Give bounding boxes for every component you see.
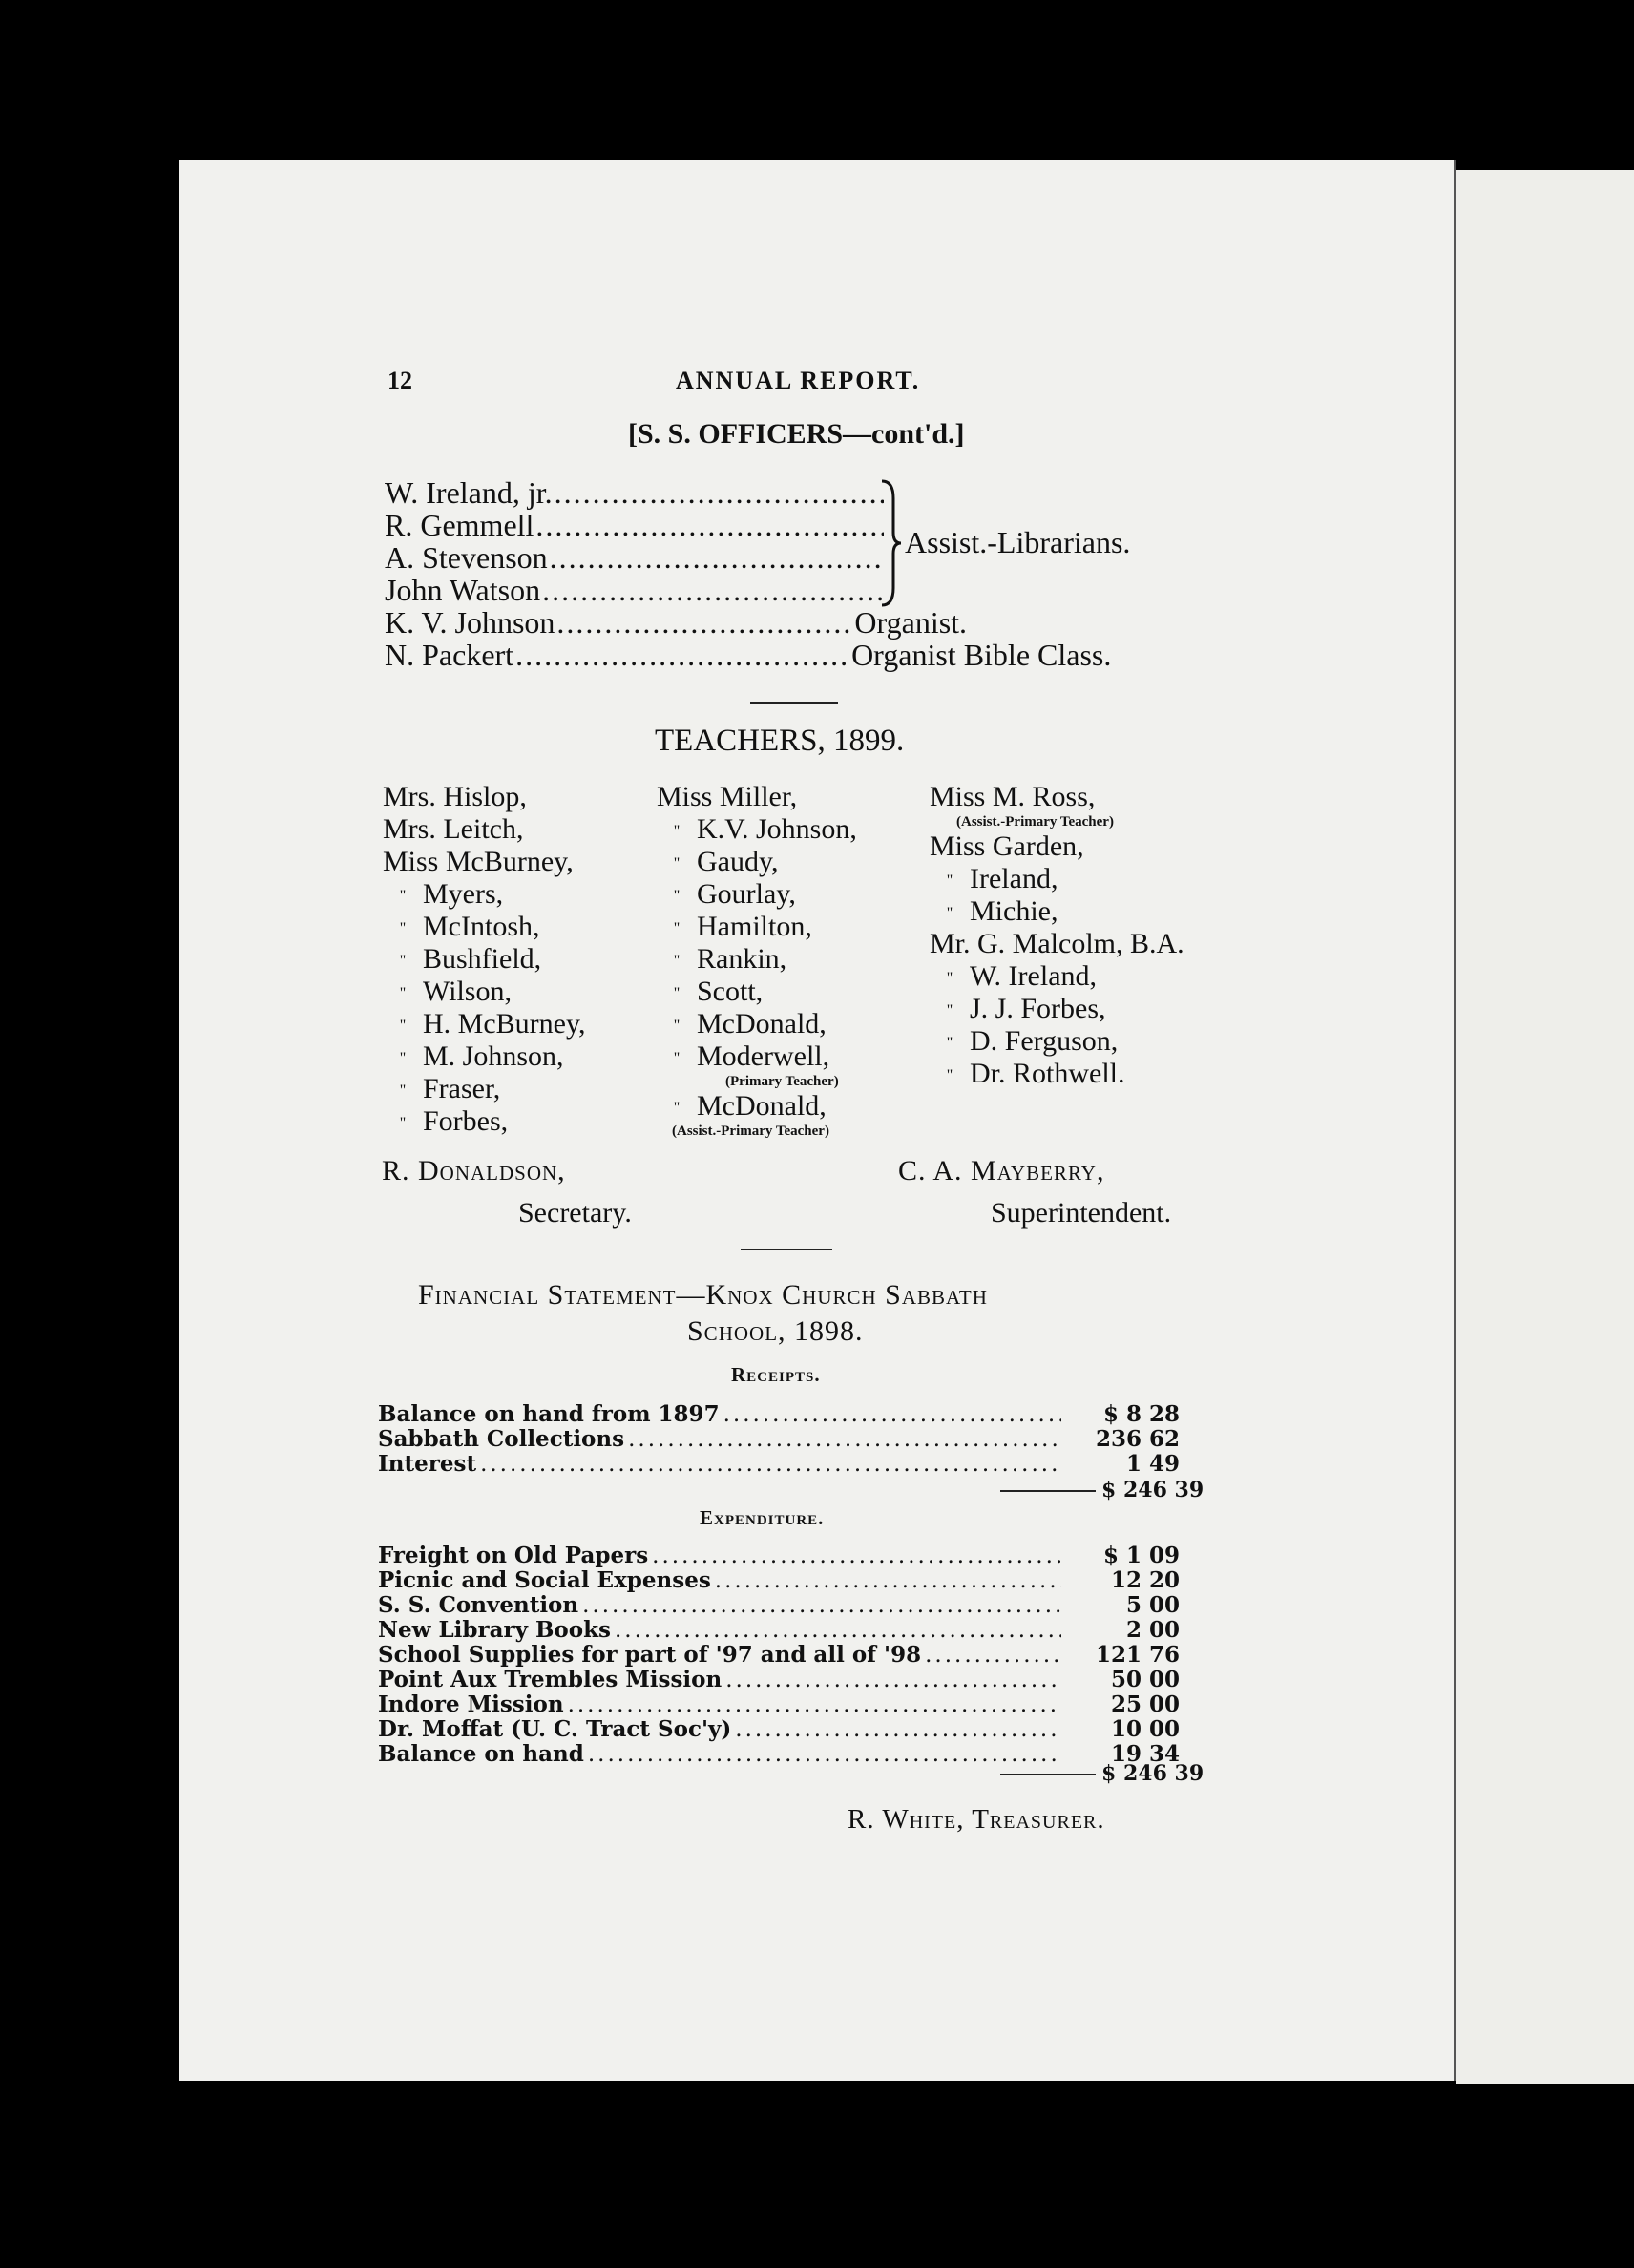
officer-name: K. V. Johnson <box>385 605 555 640</box>
teacher-name: Mrs. Hislop, <box>383 781 527 812</box>
teacher-name: Myers, <box>423 878 504 910</box>
expenditure-label: Indore Mission <box>378 1691 564 1717</box>
expenditure-label: Dr. Moffat (U. C. Tract Soc'y) <box>378 1716 732 1742</box>
officer-row <box>385 638 1186 672</box>
teacher-name: Fraser, <box>423 1073 501 1104</box>
teacher-name: Hamilton, <box>697 911 812 942</box>
teachers-column-2 <box>657 781 857 1140</box>
teacher-name: Miss McBurney, <box>383 846 574 877</box>
receipt-amount: 1 49 <box>1125 1451 1180 1477</box>
expenditure-row <box>378 1617 1180 1642</box>
expenditure-amount: 25 00 <box>1110 1691 1180 1717</box>
officer-role: Organist. <box>854 605 968 640</box>
officer-name: R. Gemmell <box>385 508 534 542</box>
receipt-label: Balance on hand from 1897 <box>378 1401 720 1427</box>
officer-row <box>385 508 886 542</box>
ditto-mark: " <box>399 953 407 970</box>
ditto-mark: " <box>673 1050 681 1067</box>
teacher-name: Dr. Rothwell. <box>970 1058 1125 1089</box>
expenditure-amount: 19 34 <box>1110 1741 1180 1767</box>
librarians-role: Assist.-Librarians. <box>905 525 1131 559</box>
teacher-name: Mrs. Leitch, <box>383 813 524 845</box>
teacher-note: (Assist.-Primary Teacher) <box>956 814 1114 830</box>
receipt-row <box>378 1451 1180 1476</box>
officer-role: Organist Bible Class. <box>851 638 1112 672</box>
teacher-name: McIntosh, <box>423 911 540 942</box>
officer-row <box>385 540 886 575</box>
brace-icon <box>878 479 903 607</box>
teacher-name: Rankin, <box>697 943 787 975</box>
receipt-amount: 236 62 <box>1095 1426 1180 1452</box>
expenditure-row <box>378 1543 1180 1567</box>
officer-row <box>385 573 886 607</box>
divider <box>750 702 838 704</box>
teacher-name: Gourlay, <box>697 878 796 910</box>
teacher-name: Bushfield, <box>423 943 542 975</box>
running-head: ANNUAL REPORT. <box>676 367 921 394</box>
teacher-name: McDonald, <box>697 1090 827 1122</box>
expenditure-label: Picnic and Social Expenses <box>378 1567 711 1593</box>
ditto-mark: " <box>673 1100 681 1117</box>
ditto-mark: " <box>673 855 681 872</box>
financial-title: Financial Statement—Knox Church Sabbath <box>418 1279 988 1311</box>
superintendent-title: Superintendent. <box>991 1197 1172 1228</box>
continuation-heading: [S. S. OFFICERS—cont'd.] <box>628 418 965 450</box>
expenditure-amount: 121 76 <box>1095 1642 1180 1668</box>
teacher-name: K.V. Johnson, <box>697 813 857 845</box>
teacher-name: Miss M. Ross, <box>930 781 1096 812</box>
ditto-mark: " <box>399 920 407 937</box>
officer-name: N. Packert <box>385 638 514 672</box>
expenditure-amount: 2 00 <box>1125 1617 1180 1643</box>
teacher-name: Michie, <box>970 895 1058 927</box>
superintendent-name: C. A. Mayberry, <box>898 1155 1105 1186</box>
teacher-name: W. Ireland, <box>970 960 1098 992</box>
teacher-name: D. Ferguson, <box>970 1025 1119 1057</box>
page-number: 12 <box>388 367 412 394</box>
ditto-mark: " <box>946 905 953 922</box>
teacher-name: Scott, <box>697 976 764 1007</box>
teachers-column-1 <box>383 781 586 1138</box>
teacher-name: Miss Garden, <box>930 830 1084 862</box>
officer-name: John Watson <box>385 573 541 607</box>
receipts-total: $ 246 39 <box>1101 1478 1205 1502</box>
ditto-mark: " <box>399 888 407 905</box>
secretary-title: Secretary. <box>518 1197 632 1228</box>
teacher-name: Moderwell, <box>697 1040 830 1072</box>
teacher-name: J. J. Forbes, <box>970 993 1106 1024</box>
ditto-mark: " <box>673 888 681 905</box>
receipt-amount: $ 8 28 <box>1102 1401 1180 1427</box>
report-page <box>179 160 1456 2081</box>
receipt-label: Interest <box>378 1451 477 1477</box>
financial-title-line2: School, 1898. <box>687 1315 864 1347</box>
receipt-row <box>378 1426 1180 1451</box>
expenditure-row <box>378 1642 1180 1667</box>
expenditure-row <box>378 1741 1180 1766</box>
teacher-name: Forbes, <box>423 1105 509 1137</box>
teacher-name: Miss Miller, <box>657 781 798 812</box>
teacher-name: Wilson, <box>423 976 512 1007</box>
officer-name: W. Ireland, jr. <box>385 475 553 510</box>
expenditure-total: $ 246 39 <box>1101 1761 1205 1786</box>
ditto-mark: " <box>673 823 681 840</box>
ditto-mark: " <box>399 1018 407 1035</box>
expenditure-row <box>378 1691 1180 1716</box>
expenditure-label: Balance on hand <box>378 1741 584 1767</box>
ditto-mark: " <box>673 1018 681 1035</box>
expenditure-amount: 12 20 <box>1110 1567 1180 1593</box>
expenditure-label: New Library Books <box>378 1617 611 1643</box>
receipt-row <box>378 1401 1180 1426</box>
teacher-name: Mr. G. Malcolm, B.A. <box>930 928 1184 959</box>
ditto-mark: " <box>399 1115 407 1132</box>
expenditure-label: School Supplies for part of '97 and all of '98 <box>378 1642 922 1668</box>
officer-row <box>385 475 886 510</box>
ditto-mark: " <box>673 985 681 1002</box>
ditto-mark: " <box>946 872 953 890</box>
total-rule <box>1000 1490 1096 1492</box>
teacher-name: Gaudy, <box>697 846 779 877</box>
expenditure-label: Point Aux Trembles Mission <box>378 1667 723 1692</box>
officer-name: A. Stevenson <box>385 540 548 575</box>
ditto-mark: " <box>946 1002 953 1019</box>
facing-page-edge <box>1456 170 1634 2084</box>
teachers-title: TEACHERS, 1899. <box>655 724 905 758</box>
ditto-mark: " <box>673 953 681 970</box>
teacher-name: McDonald, <box>697 1008 827 1040</box>
teacher-note: (Primary Teacher) <box>725 1074 839 1089</box>
expenditure-amount: $ 1 09 <box>1102 1543 1180 1568</box>
expenditure-row <box>378 1567 1180 1592</box>
ditto-mark: " <box>673 920 681 937</box>
ditto-mark: " <box>946 970 953 987</box>
expenditure-row <box>378 1667 1180 1691</box>
officer-row <box>385 605 1110 640</box>
expenditure-row <box>378 1592 1180 1617</box>
receipts-heading: Receipts. <box>731 1363 821 1386</box>
ditto-mark: " <box>399 985 407 1002</box>
teacher-name: M. Johnson, <box>423 1040 564 1072</box>
expenditure-label: S. S. Convention <box>378 1592 579 1618</box>
expenditure-amount: 5 00 <box>1125 1592 1180 1618</box>
divider <box>741 1249 832 1250</box>
expenditure-heading: Expenditure. <box>700 1506 825 1529</box>
ditto-mark: " <box>946 1035 953 1052</box>
secretary-name: R. Donaldson, <box>382 1155 566 1186</box>
total-rule <box>1000 1774 1096 1775</box>
teacher-name: Ireland, <box>970 863 1058 894</box>
expenditure-amount: 50 00 <box>1110 1667 1180 1692</box>
expenditure-row <box>378 1716 1180 1741</box>
teachers-column-3 <box>930 781 1184 1090</box>
treasurer-signature: R. White, Treasurer. <box>848 1804 1105 1835</box>
ditto-mark: " <box>399 1082 407 1100</box>
expenditure-amount: 10 00 <box>1110 1716 1180 1742</box>
receipt-label: Sabbath Collections <box>378 1426 625 1452</box>
teacher-note: (Assist.-Primary Teacher) <box>672 1124 829 1139</box>
teacher-name: H. McBurney, <box>423 1008 586 1040</box>
expenditure-label: Freight on Old Papers <box>378 1543 649 1568</box>
ditto-mark: " <box>399 1050 407 1067</box>
ditto-mark: " <box>946 1067 953 1084</box>
